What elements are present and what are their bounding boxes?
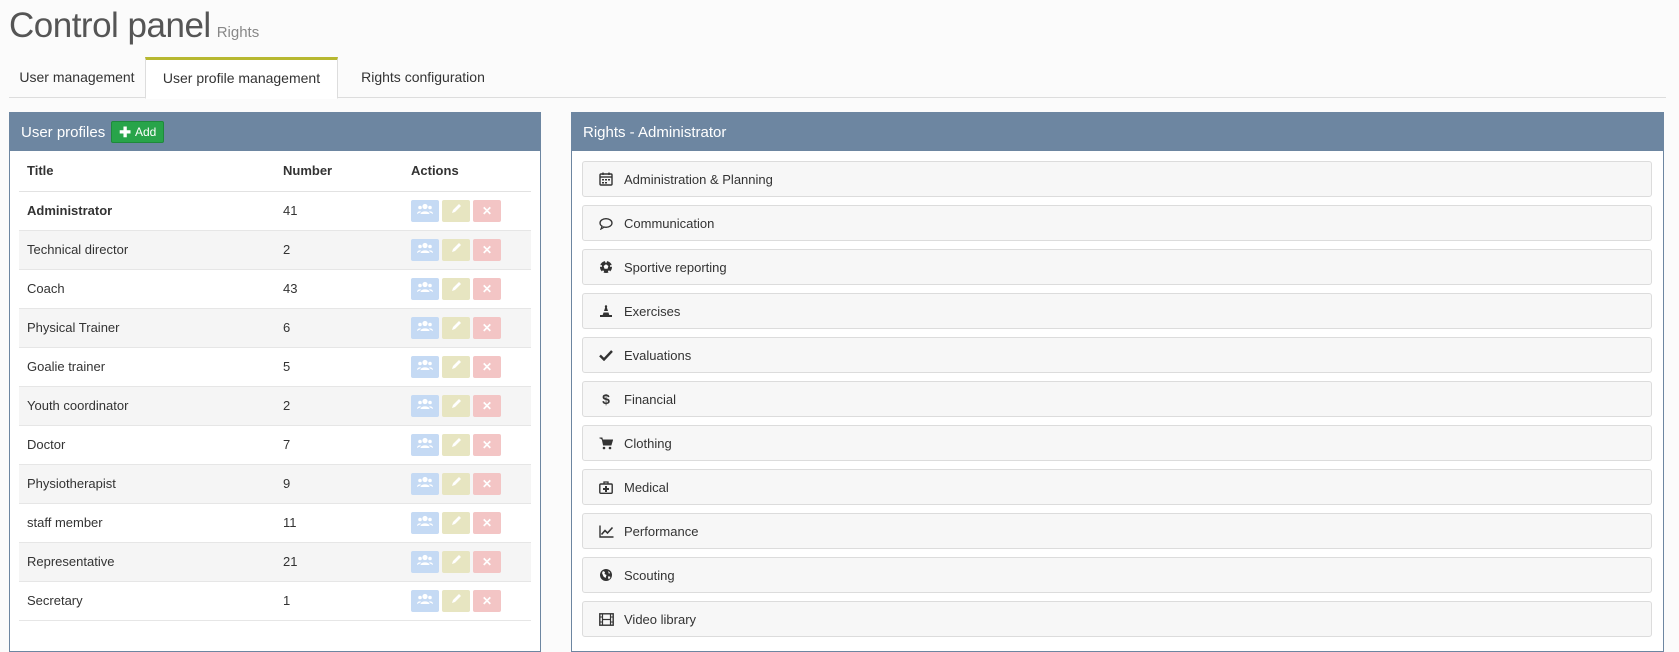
table-header-row — [19, 151, 531, 191]
rights-section-item[interactable] — [582, 381, 1652, 417]
cart-icon — [598, 437, 614, 450]
profile-number: 21 — [275, 542, 403, 581]
rights-section-label: Clothing — [624, 435, 672, 451]
edit-button[interactable] — [442, 239, 470, 261]
profile-actions — [403, 191, 531, 230]
pencil-icon — [450, 320, 462, 332]
delete-button[interactable] — [473, 200, 501, 222]
close-icon: ✕ — [481, 203, 493, 218]
users-icon — [417, 320, 433, 332]
members-button[interactable] — [411, 278, 439, 300]
delete-button[interactable] — [473, 473, 501, 495]
profile-actions — [403, 581, 531, 620]
members-button[interactable] — [411, 512, 439, 534]
close-icon: ✕ — [481, 593, 493, 608]
profile-title: Physiotherapist — [19, 464, 275, 503]
edit-button[interactable] — [442, 512, 470, 534]
profile-number: 6 — [275, 308, 403, 347]
users-icon — [417, 359, 433, 371]
user-profiles-panel — [9, 112, 541, 652]
pencil-icon — [450, 437, 462, 449]
dollar-icon: $ — [602, 391, 610, 407]
pencil-icon — [450, 476, 462, 488]
rights-section-label: Communication — [624, 215, 715, 231]
users-icon — [417, 281, 433, 293]
plus-icon: ✚ — [119, 123, 131, 140]
pencil-icon — [450, 593, 462, 605]
rights-title: Rights - Administrator — [583, 123, 727, 141]
profile-number: 43 — [275, 269, 403, 308]
profile-actions — [403, 269, 531, 308]
line-chart-icon — [598, 525, 614, 538]
pencil-icon — [450, 515, 462, 527]
profile-number: 2 — [275, 230, 403, 269]
profile-number: 11 — [275, 503, 403, 542]
close-icon: ✕ — [481, 476, 493, 491]
table-row — [19, 230, 531, 269]
rights-section-label: Video library — [624, 611, 697, 627]
delete-button[interactable] — [473, 590, 501, 612]
close-icon: ✕ — [481, 515, 493, 530]
profile-number: 5 — [275, 347, 403, 386]
rights-section-label: Exercises — [624, 303, 681, 319]
profile-title: Secretary — [19, 581, 275, 620]
pencil-icon — [450, 359, 462, 371]
close-icon: ✕ — [481, 437, 493, 452]
rights-section-label: Medical — [624, 479, 669, 495]
table-row — [19, 347, 531, 386]
users-icon — [417, 476, 433, 488]
pencil-icon — [450, 398, 462, 410]
users-icon — [417, 554, 433, 566]
members-button[interactable] — [411, 356, 439, 378]
users-icon — [417, 515, 433, 527]
table-row — [19, 464, 531, 503]
edit-button[interactable] — [442, 590, 470, 612]
profile-number: 41 — [275, 191, 403, 230]
profile-actions — [403, 503, 531, 542]
profile-title: Physical Trainer — [19, 308, 275, 347]
close-icon: ✕ — [481, 554, 493, 569]
add-profile-button[interactable] — [111, 121, 164, 143]
profile-actions — [403, 464, 531, 503]
column-header-number: Number — [275, 151, 403, 191]
soccer-ball-icon — [598, 260, 614, 274]
rights-section-label: Evaluations — [624, 347, 692, 363]
user-profiles-header — [10, 113, 540, 151]
delete-button[interactable] — [473, 512, 501, 534]
medkit-icon — [598, 481, 614, 494]
check-icon — [598, 349, 614, 361]
close-icon: ✕ — [481, 398, 493, 413]
calendar-icon — [598, 172, 614, 186]
profile-actions — [403, 425, 531, 464]
edit-button[interactable] — [442, 473, 470, 495]
rights-section-label: Performance — [624, 523, 699, 539]
rights-section-item[interactable] — [582, 249, 1652, 285]
users-icon — [417, 398, 433, 410]
film-icon — [598, 613, 614, 626]
column-header-title: Title — [19, 151, 275, 191]
tab-bar — [9, 57, 1666, 98]
delete-button[interactable] — [473, 551, 501, 573]
profile-number: 2 — [275, 386, 403, 425]
table-row — [19, 542, 531, 581]
edit-button[interactable] — [442, 551, 470, 573]
page-subtitle: Rights — [216, 24, 260, 41]
table-row — [19, 191, 531, 230]
users-icon — [417, 242, 433, 254]
members-button[interactable] — [411, 473, 439, 495]
close-icon: ✕ — [481, 242, 493, 257]
comment-icon — [598, 217, 614, 230]
members-button[interactable] — [411, 317, 439, 339]
profile-actions — [403, 347, 531, 386]
users-icon — [417, 437, 433, 449]
table-row — [19, 581, 531, 620]
profile-actions — [403, 230, 531, 269]
page-title: Control panel — [9, 6, 211, 45]
tab-rights-configuration[interactable]: Rights configuration — [361, 69, 485, 85]
delete-button[interactable] — [473, 356, 501, 378]
profile-actions — [403, 542, 531, 581]
members-button[interactable] — [411, 200, 439, 222]
rights-section-item[interactable] — [582, 425, 1652, 461]
rights-section-item[interactable] — [582, 601, 1652, 637]
rights-header — [572, 113, 1663, 151]
rights-section-item[interactable] — [582, 205, 1652, 241]
pencil-icon — [450, 554, 462, 566]
edit-button[interactable] — [442, 434, 470, 456]
users-icon — [417, 203, 433, 215]
rights-section-label: Sportive reporting — [624, 259, 727, 275]
edit-button[interactable] — [442, 200, 470, 222]
rights-section-item[interactable] — [582, 337, 1652, 373]
rights-section-label: Financial — [624, 391, 677, 407]
edit-button[interactable] — [442, 395, 470, 417]
delete-button[interactable] — [473, 434, 501, 456]
profile-number: 7 — [275, 425, 403, 464]
rights-section-label: Scouting — [624, 567, 675, 583]
table-row — [19, 425, 531, 464]
members-button[interactable] — [411, 590, 439, 612]
edit-button[interactable] — [442, 278, 470, 300]
add-profile-label: Add — [134, 125, 157, 139]
members-button[interactable] — [411, 395, 439, 417]
profiles-table — [19, 151, 531, 621]
pencil-icon — [450, 242, 462, 254]
profile-number: 1 — [275, 581, 403, 620]
delete-button[interactable] — [473, 317, 501, 339]
edit-button[interactable] — [442, 317, 470, 339]
pencil-icon — [450, 281, 462, 293]
tab-user-profile-management[interactable]: User profile management — [145, 57, 338, 99]
profile-title: Goalie trainer — [19, 347, 275, 386]
cone-icon — [598, 304, 614, 318]
profile-actions — [403, 308, 531, 347]
profile-title: staff member — [19, 503, 275, 542]
close-icon: ✕ — [481, 359, 493, 374]
rights-section-item[interactable] — [582, 161, 1652, 197]
profile-title: Technical director — [19, 230, 275, 269]
column-header-actions: Actions — [403, 151, 531, 191]
profile-number: 9 — [275, 464, 403, 503]
profiles-table-body — [19, 191, 531, 620]
rights-section-item[interactable] — [582, 557, 1652, 593]
profile-actions — [403, 386, 531, 425]
edit-button[interactable] — [442, 356, 470, 378]
profile-title: Representative — [19, 542, 275, 581]
rights-panel — [571, 112, 1664, 652]
profile-title: Doctor — [19, 425, 275, 464]
profile-title: Youth coordinator — [19, 386, 275, 425]
close-icon: ✕ — [481, 320, 493, 335]
close-icon: ✕ — [481, 281, 493, 296]
delete-button[interactable] — [473, 239, 501, 261]
table-row — [19, 386, 531, 425]
members-button[interactable] — [411, 434, 439, 456]
rights-section-item[interactable] — [582, 293, 1652, 329]
members-button[interactable] — [411, 551, 439, 573]
delete-button[interactable] — [473, 278, 501, 300]
rights-section-item[interactable] — [582, 469, 1652, 505]
tab-user-management[interactable]: User management — [19, 69, 135, 85]
user-profiles-title: User profiles — [21, 123, 106, 141]
table-row — [19, 269, 531, 308]
table-row — [19, 503, 531, 542]
globe-icon — [598, 568, 614, 582]
members-button[interactable] — [411, 239, 439, 261]
profile-title: Coach — [19, 269, 275, 308]
profile-title: Administrator — [19, 191, 275, 230]
delete-button[interactable] — [473, 395, 501, 417]
rights-section-item[interactable] — [582, 513, 1652, 549]
table-row — [19, 308, 531, 347]
pencil-icon — [450, 203, 462, 215]
rights-section-label: Administration & Planning — [624, 171, 773, 187]
page-header — [9, 6, 259, 46]
users-icon — [417, 593, 433, 605]
